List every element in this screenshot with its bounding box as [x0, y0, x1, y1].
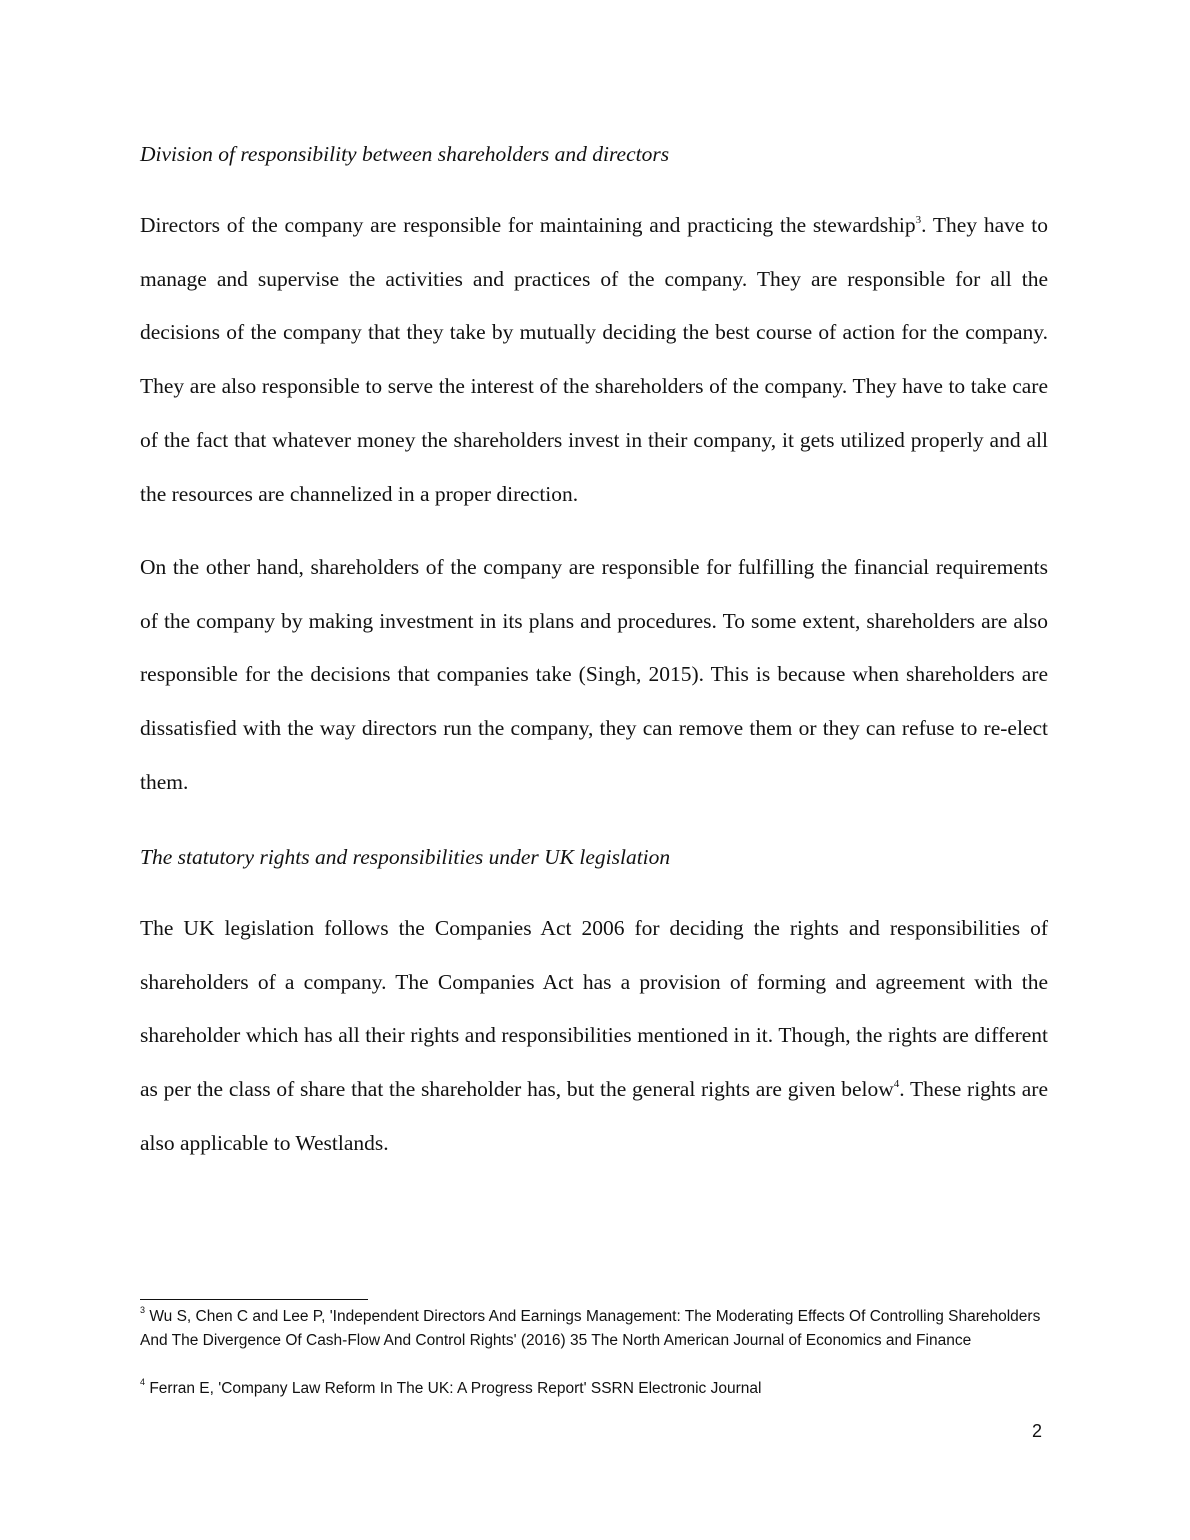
- paragraph-uk-legislation: [140, 902, 1048, 1171]
- footnote-3: [140, 1305, 1048, 1353]
- section-heading-statutory-rights: The statutory rights and responsibilities under UK legislation: [140, 845, 671, 869]
- footnote-reference-3[interactable]: 3: [915, 213, 922, 226]
- footnote-reference-4[interactable]: 4: [893, 1077, 900, 1090]
- paragraph-shareholders-responsibilities: On the other hand, shareholders of the company are responsible for fulfilling the financial requirements of the company by making investment in its plans and procedures. To some extent, shareholders are also responsible for the decisions that companies take (Singh, 2015). This is because when shareholders are dissatisfied with the way directors run the company, they can remove them or they can refuse to re-elect them.: [140, 555, 1048, 794]
- footnote-4: [140, 1377, 1048, 1401]
- footnote-text: Ferran E, 'Company Law Reform In The UK: A Progress Report' SSRN Electronic Journal: [145, 1380, 762, 1397]
- paragraph-text: . They have to manage and supervise the activities and practices of the company. They are responsible for all the decisions of the company that they take by mutually deciding the best course of action for the company. They are also responsible to serve the interest of the shareholders of the company. They have to take care of the fact that whatever money the shareholders invest in their company, it gets utilized properly and all the resources are channelized in a proper direction.: [140, 213, 1048, 506]
- paragraph-text: Directors of the company are responsible for maintaining and practicing the stewardship: [140, 213, 916, 237]
- paragraph-text: The UK legislation follows the Companies Act 2006 for deciding the rights and responsibilities of shareholders of a company. The Companies Act has a provision of forming and agreement with the shareholder which has all their rights and responsibilities mentioned in it. Though, the rights are different as per the class of share that the shareholder has, but the general rights are given below: [140, 916, 1048, 1102]
- document-page: [140, 0, 1048, 1540]
- footnote-separator: [140, 1299, 368, 1300]
- paragraph-directors-responsibilities: [140, 199, 1048, 521]
- footnote-text: Wu S, Chen C and Lee P, 'Independent Directors And Earnings Management: The Moderating Effects Of Controlling Shareholders And The Divergence Of Cash-Flow And Control Rights' (2016) 35 The North American Journal of Economics and Finance: [140, 1308, 1041, 1349]
- footnote-number: 3: [140, 1304, 146, 1315]
- footnote-number: 4: [140, 1376, 146, 1387]
- page-number: 2: [1032, 1421, 1043, 1441]
- section-heading-division-of-responsibility: Division of responsibility between shareholders and directors: [140, 142, 670, 166]
- paragraph-text: . These rights are also applicable to Westlands.: [140, 1077, 1048, 1155]
